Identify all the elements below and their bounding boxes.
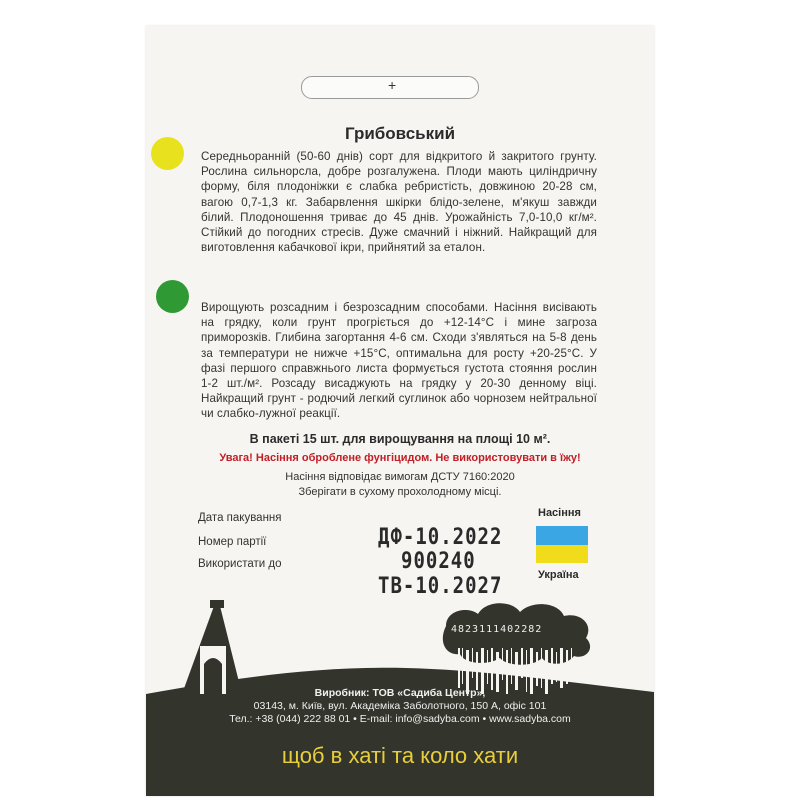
pack-date-label: Дата пакування xyxy=(198,512,282,524)
manufacturer-address: 03143, м. Київ, вул. Академіка Заболотного, 150 А, офіс 101 xyxy=(253,700,547,712)
fungicide-warning: Увага! Насіння оброблене фунгіцидом. Не використовувати в їжу! xyxy=(219,452,581,464)
use-by-label: Використати до xyxy=(198,558,282,570)
growing-instructions: Вирощують розсадним і безрозсадним способами. Насіння висівають на грядку, коли грунт прогріється до +12-14°С і мине загроза приморозків. Глибина загортання 4-6 см. Сходи з'являться на 5-8 день за температури не нижче +15°С, оптимальна для росту +20-25°С. У фазі першого справжнього листа формується густота стояння рослин 1-2 шт./м². Розсаду висаджують на грядку у 20-30 денному віці. Найкращий грунт - родючий легкий суглинок або чорнозем нейтральної чи слабко-лужної реакції. xyxy=(201,301,597,421)
batch-stamp: 900240 xyxy=(401,548,476,574)
variety-title: Грибовський xyxy=(344,124,456,143)
batch-label: Номер партії xyxy=(198,536,267,548)
flag-yellow-stripe xyxy=(536,545,588,564)
plus-icon: + xyxy=(388,77,397,93)
variety-description: Середньоранній (50-60 днів) сорт для відкритого й закритого грунту. Рослина сильнорсла, добре розгалужена. Плоди мають циліндричну форму, біля плодоніжки є слабка ребристість, довжиною 20-28 см, вагою 0,7-1,3 кг. Забарвлення шкірки блідо-зелене, м'якуш завжди білий. Плодоношення триває до 45 днів. Урожайність 7,0-10,0 кг/м². Стійкий до погодних стресів. Дуже смачний і ніжний. Найкращий для виготовлення кабачкової ікри, прийнятий за еталон. xyxy=(201,150,597,255)
standard-line: Насіння відповідає вимогам ДСТУ 7160:2020 xyxy=(285,471,515,483)
storage-line: Зберігати в сухому прохолодному місці. xyxy=(298,486,502,498)
pack-date-stamp: ДФ-10.2022 xyxy=(378,524,503,550)
barcode-number: 4823111402282 xyxy=(451,624,543,635)
seed-packet-back xyxy=(146,26,654,796)
seeds-label: Насіння xyxy=(538,507,581,519)
standard-block xyxy=(146,470,654,500)
flag-blue-stripe xyxy=(536,526,588,545)
brand-slogan: щоб в хаті та коло хати xyxy=(281,743,519,768)
use-by-stamp: ТВ-10.2027 xyxy=(378,573,503,599)
yellow-dot-icon xyxy=(151,137,184,170)
package-info: В пакеті 15 шт. для вирощування на площі 10 м². xyxy=(249,432,551,446)
manufacturer-name: Виробник: ТОВ «Садиба Центр», xyxy=(314,687,486,699)
house-icon xyxy=(182,600,242,694)
country-label: Україна xyxy=(538,569,579,581)
green-dot-icon xyxy=(156,280,189,313)
manufacturer-info xyxy=(146,687,654,726)
ukraine-flag-icon xyxy=(536,526,588,563)
manufacturer-contacts: Тел.: +38 (044) 222 88 01 • E-mail: info@sadyba.com • www.sadyba.com xyxy=(229,713,571,725)
